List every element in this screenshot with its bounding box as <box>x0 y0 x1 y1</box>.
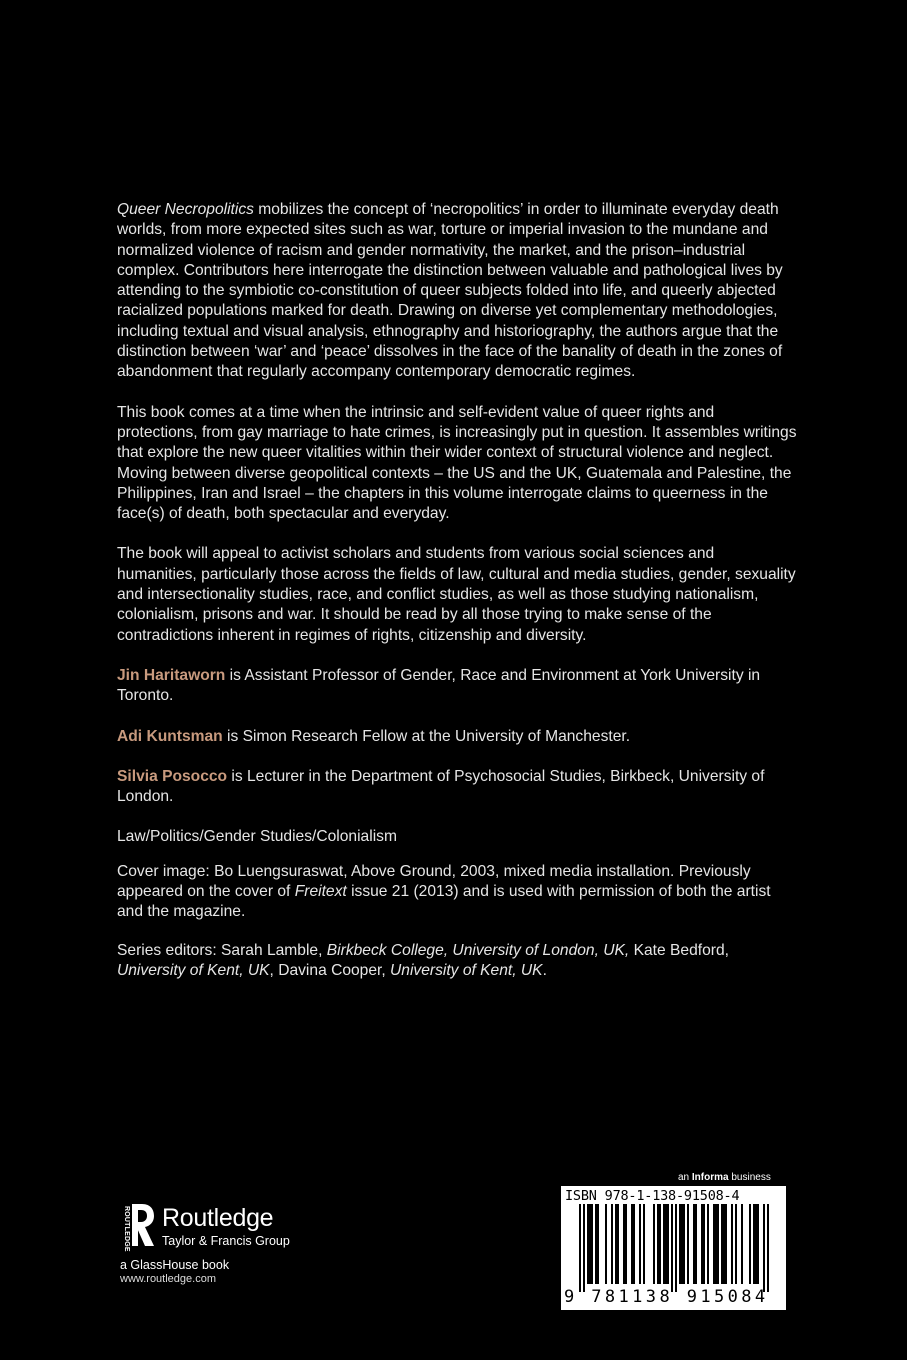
barcode-bar <box>643 1204 645 1284</box>
barcode-bar <box>707 1204 709 1284</box>
barcode-bar <box>749 1204 751 1284</box>
description-paragraph-3: The book will appeal to activist scholars and students from various social sciences and humanities, particularly those across the fields of law, cultural and media studies, gender, sexuality and intersectionality studies, race, and conflict studies, as well as those studying nationalism, colonialism, prisons and war. It should be read by all those trying to make sense of the contradictions inherent in regimes of rights, citizenship and diversity. <box>117 545 796 644</box>
author-name: Jin Haritaworn <box>117 666 226 684</box>
barcode-bar <box>683 1204 685 1284</box>
barcode-bar <box>701 1204 703 1284</box>
barcode-bar <box>659 1204 661 1284</box>
author-name: Adi Kuntsman <box>117 727 223 745</box>
barcode-bar <box>715 1204 717 1284</box>
barcode-bar <box>755 1204 757 1284</box>
barcode-bar <box>757 1204 759 1284</box>
back-cover-text <box>117 200 797 1001</box>
author-name: Silvia Posocco <box>117 767 228 785</box>
barcode-bar <box>597 1204 599 1284</box>
barcode-bar <box>639 1204 641 1284</box>
routledge-vertical-text: ROUTLEDGE <box>123 1206 130 1252</box>
barcode-bar <box>591 1204 593 1284</box>
barcode-bar <box>587 1204 589 1284</box>
routledge-imprint <box>120 1202 340 1292</box>
barcode-bar <box>741 1204 743 1284</box>
barcode-bar <box>681 1204 683 1284</box>
barcode-bar <box>631 1204 633 1284</box>
barcode-bar <box>623 1204 625 1284</box>
routledge-logo-icon <box>120 1202 156 1254</box>
barcode-bar <box>633 1204 635 1284</box>
barcode-bar <box>657 1204 659 1284</box>
imprint-name: a GlassHouse book <box>120 1258 230 1272</box>
book-title: Queer Necropolitics <box>117 201 254 218</box>
barcode-bar <box>663 1204 665 1284</box>
series-editors: Series editors: Sarah Lamble, Birkbeck College, University of London, UK, Kate Bedford, University of Kent, UK, Davina Cooper, University of Kent, UK. <box>117 941 729 979</box>
barcode-bar <box>583 1204 585 1292</box>
barcode-bar <box>753 1204 755 1284</box>
ean-digits: 9 781138 915084 <box>564 1287 769 1307</box>
author-bio-text: is Lecturer in the Department of Psychosocial Studies, Birkbeck, University of London. <box>117 767 765 806</box>
barcode-bar <box>723 1204 725 1284</box>
publisher-name: Routledge <box>162 1204 274 1232</box>
barcode-bars <box>561 1204 786 1292</box>
barcode-bar <box>703 1204 705 1284</box>
informa-business-label: an Informa business <box>678 1172 771 1183</box>
author-bio-1 <box>117 666 797 707</box>
barcode-bar <box>731 1204 733 1284</box>
isbn-barcode <box>561 1186 786 1310</box>
author-bio-text: is Simon Research Fellow at the University of Manchester. <box>222 727 631 745</box>
cover-image-credit: Cover image: Bo Luengsuraswat, Above Ground, 2003, mixed media installation. Previously appeared on the cover of Freitext issue 21 (2013) and is used with permission of both the artist and the magazine. <box>117 862 771 921</box>
barcode-bar <box>767 1204 769 1292</box>
barcode-bar <box>667 1204 669 1284</box>
isbn-label: ISBN 978-1-138-91508-4 <box>565 1188 740 1204</box>
author-bio-text: is Assistant Professor of Gender, Race and Environment at York University in Toronto. <box>117 666 761 705</box>
barcode-bar <box>615 1204 617 1284</box>
barcode-bar <box>579 1204 581 1292</box>
barcode-bar <box>721 1204 723 1284</box>
barcode-bar <box>735 1204 737 1284</box>
author-bio-2 <box>117 727 797 747</box>
barcode-bar <box>589 1204 591 1284</box>
barcode-bar <box>595 1204 597 1284</box>
barcode-bar <box>679 1204 681 1284</box>
barcode-bar <box>625 1204 627 1284</box>
barcode-bar <box>725 1204 727 1284</box>
description-paragraph-1 <box>117 200 797 383</box>
routledge-r-icon <box>120 1202 156 1254</box>
barcode-bar <box>605 1204 607 1284</box>
barcode-bar <box>763 1204 765 1292</box>
barcode-bar <box>611 1204 613 1284</box>
barcode-bar <box>687 1204 689 1284</box>
barcode-bar <box>693 1204 695 1284</box>
barcode-bar <box>713 1204 715 1284</box>
magazine-title: Freitext <box>294 883 347 901</box>
description-text-1: mobilizes the concept of ‘necropolitics’ in order to illuminate everyday death worlds, from more expected sites such as war, torture or imperial invasion to the mundane and normalized violence of racism and gender normativity, the market, and the prison–industrial complex. Contributors here interrogate the distinction between valuable and pathological lives by attending to the symbiotic co-constitution of queer subjects folded into life, and queerly abjected racialized populations marked for death. Drawing on diverse yet complementary methodologies, including textual and visual analysis, ethnography and historiography, the authors argue that the distinction between ‘war’ and ‘peace’ dissolves in the face of the banality of death in the zones of abandonment that regularly accompany contemporary democratic regimes. <box>117 201 783 381</box>
author-bio-3 <box>117 767 797 808</box>
description-paragraph-2: This book comes at a time when the intrinsic and self-evident value of queer rights and protections, from gay marriage to hate crimes, is increasingly put in question. It assembles writings that explore the new queer vitalities within their wider context of structural violence and neglect. Moving between diverse geopolitical contexts – the US and the UK, Guatemala and Palestine, the Philippines, Iran and Israel – the chapters in this volume interrogate claims to queerness in the face(s) of death, both spectacular and everyday. <box>117 403 797 523</box>
barcode-bar <box>717 1204 719 1284</box>
subject-categories: Law/Politics/Gender Studies/Colonialism <box>117 828 397 846</box>
barcode-bar <box>617 1204 619 1284</box>
publisher-url[interactable]: www.routledge.com <box>120 1273 216 1285</box>
barcode-bar <box>653 1204 655 1284</box>
barcode-bar <box>695 1204 697 1284</box>
barcode-bar <box>665 1204 667 1284</box>
barcode-bar <box>671 1204 673 1292</box>
publisher-group: Taylor & Francis Group <box>162 1234 290 1248</box>
barcode-bar <box>675 1204 677 1292</box>
